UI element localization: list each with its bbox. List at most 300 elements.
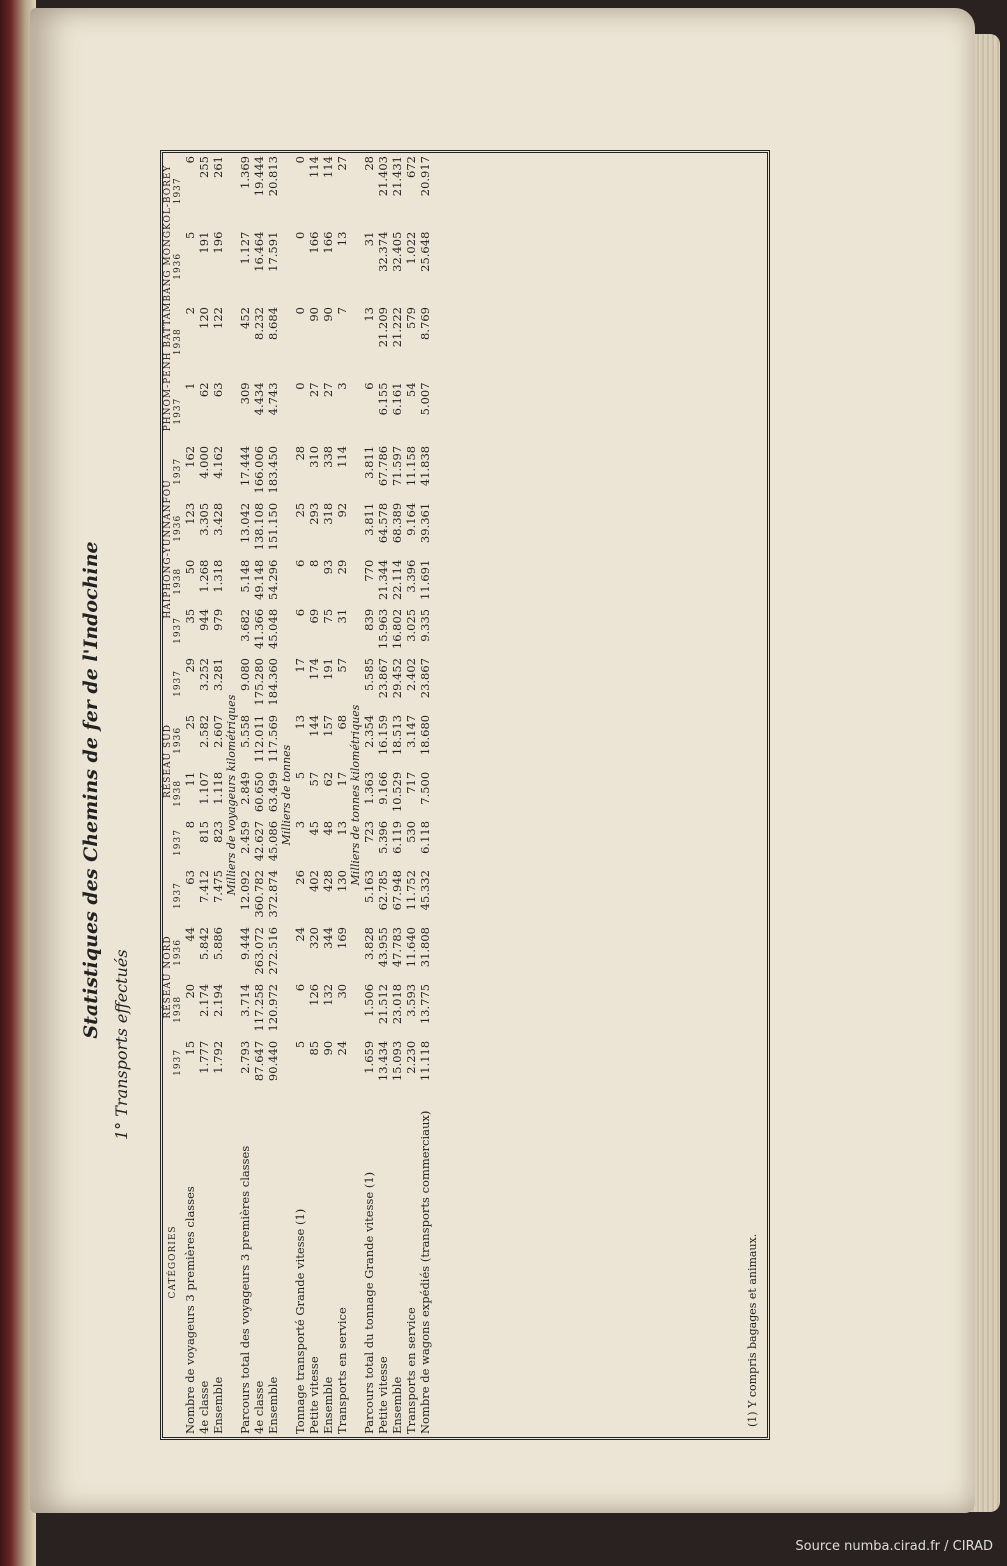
table-cell: 21.403 <box>376 156 390 197</box>
table-cell: 20.813 <box>266 156 280 197</box>
table-cell: 13 <box>362 307 376 322</box>
table-cell: 1.022 <box>404 231 418 265</box>
table-cell: 6.155 <box>376 382 390 416</box>
table-cell: 18.680 <box>418 714 432 756</box>
year-header: 1938 <box>173 328 183 356</box>
table-cell: 815 <box>197 820 211 843</box>
table-cell: 2.402 <box>404 658 418 691</box>
table-cell: 85 <box>307 1040 321 1056</box>
row-category <box>362 1087 376 1437</box>
table-row <box>335 153 349 1437</box>
table-cell: 67.786 <box>376 445 390 487</box>
table-cell: 5 <box>293 771 307 780</box>
table-cell: 3.025 <box>404 608 418 642</box>
table-cell: 45.332 <box>418 870 432 911</box>
row-label: 3 premières classes <box>238 1145 252 1262</box>
year-header: 1936 <box>173 252 183 280</box>
table-row <box>390 153 404 1437</box>
table-cell: 7.475 <box>211 870 225 904</box>
table-cell: 63 <box>211 382 225 398</box>
table-cell: 5.842 <box>197 927 211 960</box>
table-row <box>404 153 418 1437</box>
table-cell: 0 <box>293 307 307 315</box>
table-cell: 54 <box>404 382 418 398</box>
table-cell: 770 <box>362 559 376 582</box>
table-cell: 13.434 <box>376 1040 390 1082</box>
table-cell: 123 <box>183 502 197 525</box>
table-cell: 360.782 <box>252 870 266 918</box>
table-cell: 120.972 <box>266 983 280 1032</box>
table-cell: 19.444 <box>252 156 266 197</box>
table-cell: 13 <box>335 820 349 836</box>
table-cell: 1.107 <box>197 771 211 805</box>
table-cell: 4.000 <box>197 445 211 479</box>
table-cell: 672 <box>404 156 418 178</box>
row-category <box>197 1087 211 1437</box>
table-cell: 15 <box>183 1040 197 1056</box>
table-cell: 191 <box>321 658 335 680</box>
table-cell: 175.280 <box>252 658 266 706</box>
table-cell: 62.785 <box>376 870 390 911</box>
table-cell: 8.684 <box>266 307 280 340</box>
year-header: 1937 <box>173 829 183 856</box>
table-cell: 31 <box>362 231 376 247</box>
row-label: Grande vitesse (1) <box>362 1171 376 1279</box>
table-cell: 1.363 <box>362 771 376 805</box>
row-label: Transports en service <box>404 1307 418 1434</box>
table-cell: 17 <box>293 658 307 673</box>
table-cell: 13 <box>293 714 307 730</box>
table-cell: 62 <box>321 771 335 787</box>
table-cell: 22.114 <box>390 559 404 600</box>
table-cell: 24 <box>335 1040 349 1056</box>
table-cell: 138.108 <box>252 502 266 551</box>
table-cell: 43.955 <box>376 927 390 968</box>
table-cell: 1.318 <box>211 559 225 593</box>
row-category <box>335 1087 349 1437</box>
year-header: 1936 <box>173 726 183 754</box>
table-cell: 25 <box>293 502 307 518</box>
table-cell: 49.148 <box>252 559 266 600</box>
table-cell: 21.209 <box>376 307 390 348</box>
table-cell: 8.232 <box>252 307 266 340</box>
table-cell: 11 <box>183 771 197 787</box>
table-cell: 87.647 <box>252 1040 266 1082</box>
table-cell: 452 <box>238 307 252 329</box>
year-header: 1938 <box>173 995 183 1023</box>
table-cell: 25.648 <box>418 231 432 272</box>
row-category <box>293 1087 307 1437</box>
table-cell: 5 <box>183 231 197 239</box>
table-cell: 723 <box>362 820 376 843</box>
table-cell: 71.597 <box>390 445 404 487</box>
table-cell: 0 <box>293 382 307 390</box>
table-cell: 132 <box>321 983 335 1006</box>
table-cell: 15.963 <box>376 608 390 650</box>
table-cell: 272.516 <box>266 927 280 975</box>
table-cell: 64.578 <box>376 502 390 544</box>
table-cell: 23.867 <box>376 658 390 699</box>
table-cell: 31.808 <box>418 927 432 968</box>
table-cell: 3.714 <box>238 983 252 1017</box>
table-cell: 27 <box>335 156 349 171</box>
table-cell: 114 <box>335 445 349 468</box>
year-header: 1936 <box>173 939 183 966</box>
row-group: Parcours total du tonnage <box>362 1282 376 1434</box>
network-header: HAIPHONG-YUNNANFOU <box>163 479 173 619</box>
table-cell: 1.792 <box>211 1040 225 1074</box>
table-cell: 191 <box>197 231 211 254</box>
table-cell: 8.769 <box>418 307 432 340</box>
table-cell: 12.092 <box>238 870 252 911</box>
row-label: 4e classe <box>197 1380 211 1434</box>
table-cell: 344 <box>321 927 335 949</box>
row-group: Nombre de wagons expédiés (transports commerciaux) <box>418 1110 432 1434</box>
table-cell: 183.450 <box>266 445 280 494</box>
table-cell: 3.396 <box>404 559 418 593</box>
table-cell: 2.793 <box>238 1040 252 1074</box>
row-category <box>266 1087 280 1437</box>
table-cell: 8 <box>307 559 321 568</box>
table-cell: 6 <box>293 608 307 617</box>
table-row <box>307 153 321 1437</box>
table-cell: 151.150 <box>266 502 280 551</box>
unit-label: Milliers de voyageurs kilométriques <box>225 694 238 896</box>
table-cell: 338 <box>321 445 335 468</box>
table-cell: 3.428 <box>211 502 225 536</box>
table-cell: 579 <box>404 307 418 329</box>
statistics-table <box>163 153 432 1437</box>
table-cell: 3.811 <box>362 445 376 479</box>
table-cell: 45.086 <box>266 820 280 862</box>
table-cell: 68.389 <box>390 502 404 544</box>
table-cell: 90 <box>321 1040 335 1056</box>
table-row <box>266 153 280 1437</box>
table-cell: 255 <box>197 156 211 178</box>
table-cell: 120 <box>197 307 211 329</box>
table-cell: 28 <box>293 445 307 461</box>
table-cell: 1.777 <box>197 1040 211 1074</box>
row-label: Ensemble <box>211 1376 225 1434</box>
table-row <box>362 153 376 1437</box>
table-cell: 979 <box>211 608 225 631</box>
table-cell: 6 <box>293 983 307 992</box>
table-cell: 21.431 <box>390 156 404 197</box>
table-cell: 310 <box>307 445 321 468</box>
unit-label: Milliers de tonnes <box>280 744 293 846</box>
table-cell: 3.281 <box>211 658 225 691</box>
table-cell: 32.405 <box>390 231 404 272</box>
table-cell: 717 <box>404 771 418 794</box>
table-cell: 48 <box>321 820 335 836</box>
table-cell: 3.682 <box>238 608 252 642</box>
network-header: PHNOM-PENH BATTAMBANG MONGKOL-BOREY <box>163 164 173 432</box>
table-cell: 9.164 <box>404 502 418 536</box>
year-header: 1938 <box>173 779 183 807</box>
table-cell: 117.569 <box>266 714 280 763</box>
table-cell: 35 <box>183 608 197 624</box>
table-cell: 13.042 <box>238 502 252 544</box>
table-cell: 2.174 <box>197 983 211 1017</box>
table-cell: 29 <box>183 658 197 673</box>
table-row <box>293 153 307 1437</box>
table-cell: 57 <box>307 771 321 787</box>
table-cell: 26 <box>293 870 307 885</box>
table-cell: 17.444 <box>238 445 252 487</box>
table-cell: 25 <box>183 714 197 730</box>
row-category <box>238 1087 252 1437</box>
table-cell: 3.828 <box>362 927 376 960</box>
table-cell: 47.783 <box>390 927 404 968</box>
table-cell: 68 <box>335 714 349 730</box>
row-label: Petite vitesse <box>376 1356 390 1434</box>
table-cell: 4.743 <box>266 382 280 416</box>
table-cell: 7 <box>335 307 349 315</box>
table-row <box>211 153 225 1437</box>
table-cell: 1.127 <box>238 231 252 265</box>
table-cell: 9.080 <box>238 658 252 691</box>
table-row <box>197 153 211 1437</box>
table-cell: 7.500 <box>418 771 432 805</box>
table-cell: 320 <box>307 927 321 949</box>
row-label: Grande vitesse (1) <box>293 1208 307 1316</box>
table-cell: 41.366 <box>252 608 266 650</box>
table-cell: 122 <box>211 307 225 329</box>
table-cell: 9.444 <box>238 927 252 960</box>
table-cell: 18.513 <box>390 714 404 756</box>
row-label: Ensemble <box>390 1376 404 1434</box>
table-cell: 263.072 <box>252 927 266 975</box>
row-category <box>404 1087 418 1437</box>
table-cell: 29 <box>335 559 349 575</box>
table-cell: 372.874 <box>266 870 280 918</box>
table-cell: 42.627 <box>252 820 266 862</box>
footnote: (1) Y compris bagages et animaux. <box>746 1233 759 1427</box>
table-cell: 6.119 <box>390 820 404 854</box>
row-category <box>390 1087 404 1437</box>
table-cell: 23.018 <box>390 983 404 1025</box>
table-cell: 2.607 <box>211 714 225 748</box>
table-cell: 21.344 <box>376 559 390 600</box>
table-cell: 60.650 <box>252 771 266 813</box>
table-cell: 117.258 <box>252 983 266 1032</box>
table-cell: 318 <box>321 502 335 525</box>
table-cell: 1.659 <box>362 1040 376 1074</box>
table-cell: 8 <box>183 820 197 829</box>
year-header: 1936 <box>173 514 183 542</box>
row-category <box>418 1087 432 1437</box>
table-cell: 15.093 <box>390 1040 404 1082</box>
table-cell: 1 <box>183 382 197 390</box>
table-cell: 75 <box>321 608 335 624</box>
table-cell: 11.752 <box>404 870 418 911</box>
table-cell: 0 <box>293 231 307 239</box>
network-header: RÉSEAU SUD <box>163 724 173 799</box>
table-cell: 309 <box>238 382 252 405</box>
categories-header: CATÉGORIES <box>168 1225 178 1299</box>
row-label: Transports en service <box>335 1307 349 1434</box>
table-cell: 261 <box>211 156 225 178</box>
year-header: 1937 <box>173 457 183 485</box>
table-cell: 2 <box>183 307 197 315</box>
table-cell: 92 <box>335 502 349 518</box>
table-cell: 3 <box>335 382 349 390</box>
table-cell: 2.582 <box>197 714 211 748</box>
table-cell: 45 <box>307 820 321 836</box>
table-cell: 9.166 <box>376 771 390 805</box>
table-cell: 0 <box>293 156 307 164</box>
table-cell: 90 <box>321 307 335 322</box>
table-cell: 39.361 <box>418 502 432 544</box>
table-cell: 7.412 <box>197 870 211 904</box>
table-cell: 17 <box>335 771 349 787</box>
network-header: RÉSEAU NORD <box>163 935 173 1019</box>
section-subtitle: 1° Transports effectués <box>112 949 131 1140</box>
table-row <box>183 153 197 1437</box>
source-footer: Source numba.cirad.fr / CIRAD <box>795 1539 993 1554</box>
table-cell: 1.118 <box>211 771 225 805</box>
table-cell: 162 <box>183 445 197 468</box>
table-cell: 44 <box>183 927 197 942</box>
row-category <box>321 1087 335 1437</box>
table-cell: 32.374 <box>376 231 390 272</box>
table-cell: 3.811 <box>362 502 376 536</box>
table-cell: 5.886 <box>211 927 225 960</box>
table-cell: 6.118 <box>418 820 432 854</box>
row-category <box>307 1087 321 1437</box>
row-label: Petite vitesse <box>307 1356 321 1434</box>
row-group: Parcours total des voyageurs <box>238 1264 252 1434</box>
table-row <box>252 153 266 1437</box>
table-cell: 2.354 <box>362 714 376 748</box>
table-cell: 67.948 <box>390 870 404 911</box>
table-cell: 6 <box>362 382 376 390</box>
table-cell: 11.158 <box>404 445 418 487</box>
table-cell: 530 <box>404 820 418 843</box>
table-cell: 112.011 <box>252 714 266 763</box>
table-row <box>238 153 252 1437</box>
row-group: Tonnage transporté <box>293 1319 307 1434</box>
table-cell: 30 <box>335 983 349 999</box>
table-cell: 23.867 <box>418 658 432 699</box>
unit-label: Milliers de tonnes kilométriques <box>349 704 362 886</box>
year-header: 1937 <box>173 1048 183 1076</box>
year-header: 1937 <box>173 882 183 909</box>
table-cell: 10.529 <box>390 771 404 813</box>
rotated-content <box>80 140 800 1440</box>
table-cell: 166.006 <box>252 445 266 494</box>
table-cell: 20.917 <box>418 156 432 197</box>
table-cell: 4.162 <box>211 445 225 479</box>
table-cell: 54.296 <box>266 559 280 600</box>
table-cell: 1.268 <box>197 559 211 593</box>
table-cell: 16.159 <box>376 714 390 756</box>
table-cell: 13.775 <box>418 983 432 1025</box>
statistics-table-frame <box>160 150 770 1440</box>
table-cell: 45.048 <box>266 608 280 650</box>
table-cell: 114 <box>307 156 321 178</box>
year-header: 1937 <box>173 397 183 425</box>
table-cell: 11.691 <box>418 559 432 600</box>
table-cell: 90.440 <box>266 1040 280 1082</box>
row-label: Ensemble <box>321 1376 335 1434</box>
table-cell: 144 <box>307 714 321 737</box>
year-header: 1937 <box>173 670 183 697</box>
table-cell: 2.459 <box>238 820 252 854</box>
table-cell: 27 <box>321 382 335 398</box>
table-cell: 27 <box>307 382 321 398</box>
table-cell: 31 <box>335 608 349 624</box>
table-cell: 5.585 <box>362 658 376 691</box>
table-cell: 5.148 <box>238 559 252 593</box>
table-cell: 6 <box>293 559 307 568</box>
table-cell: 402 <box>307 870 321 893</box>
table-cell: 20 <box>183 983 197 999</box>
table-cell: 293 <box>307 502 321 525</box>
table-cell: 166 <box>321 231 335 254</box>
table-cell: 93 <box>321 559 335 575</box>
table-cell: 130 <box>335 870 349 893</box>
year-header: 1937 <box>173 177 183 205</box>
table-cell: 21.512 <box>376 983 390 1025</box>
table-cell: 126 <box>307 983 321 1006</box>
table-cell: 2.230 <box>404 1040 418 1074</box>
table-cell: 28 <box>362 156 376 171</box>
table-cell: 9.335 <box>418 608 432 642</box>
table-cell: 41.838 <box>418 445 432 487</box>
table-cell: 174 <box>307 658 321 680</box>
table-cell: 5.396 <box>376 820 390 854</box>
table-cell: 6.161 <box>390 382 404 416</box>
table-cell: 16.464 <box>252 231 266 272</box>
row-category <box>252 1087 266 1437</box>
table-cell: 6 <box>183 156 197 164</box>
row-category <box>183 1087 197 1437</box>
table-cell: 2.194 <box>211 983 225 1017</box>
year-header: 1937 <box>173 616 183 644</box>
row-label: 4e classe <box>252 1380 266 1434</box>
table-cell: 5 <box>293 1040 307 1049</box>
table-row <box>418 153 432 1437</box>
row-category <box>376 1087 390 1437</box>
year-header: 1938 <box>173 567 183 595</box>
table-cell: 29.452 <box>390 658 404 699</box>
table-cell: 3.252 <box>197 658 211 691</box>
table-cell: 3.593 <box>404 983 418 1017</box>
table-cell: 157 <box>321 714 335 737</box>
table-cell: 196 <box>211 231 225 254</box>
row-group: Nombre de voyageurs <box>183 1305 197 1434</box>
table-cell: 63.499 <box>266 771 280 813</box>
table-cell: 63 <box>183 870 197 885</box>
table-cell: 3.147 <box>404 714 418 748</box>
row-label: Ensemble <box>266 1376 280 1434</box>
table-cell: 62 <box>197 382 211 398</box>
table-cell: 166 <box>307 231 321 254</box>
table-cell: 69 <box>307 608 321 624</box>
table-cell: 1.369 <box>238 156 252 189</box>
row-category <box>211 1087 225 1437</box>
table-cell: 5.558 <box>238 714 252 748</box>
table-cell: 184.360 <box>266 658 280 706</box>
table-cell: 5.163 <box>362 870 376 904</box>
table-row <box>321 153 335 1437</box>
table-cell: 24 <box>293 927 307 942</box>
table-cell: 5.007 <box>418 382 432 416</box>
table-cell: 839 <box>362 608 376 631</box>
row-label: 3 premières classes <box>183 1186 197 1302</box>
table-cell: 4.434 <box>252 382 266 416</box>
